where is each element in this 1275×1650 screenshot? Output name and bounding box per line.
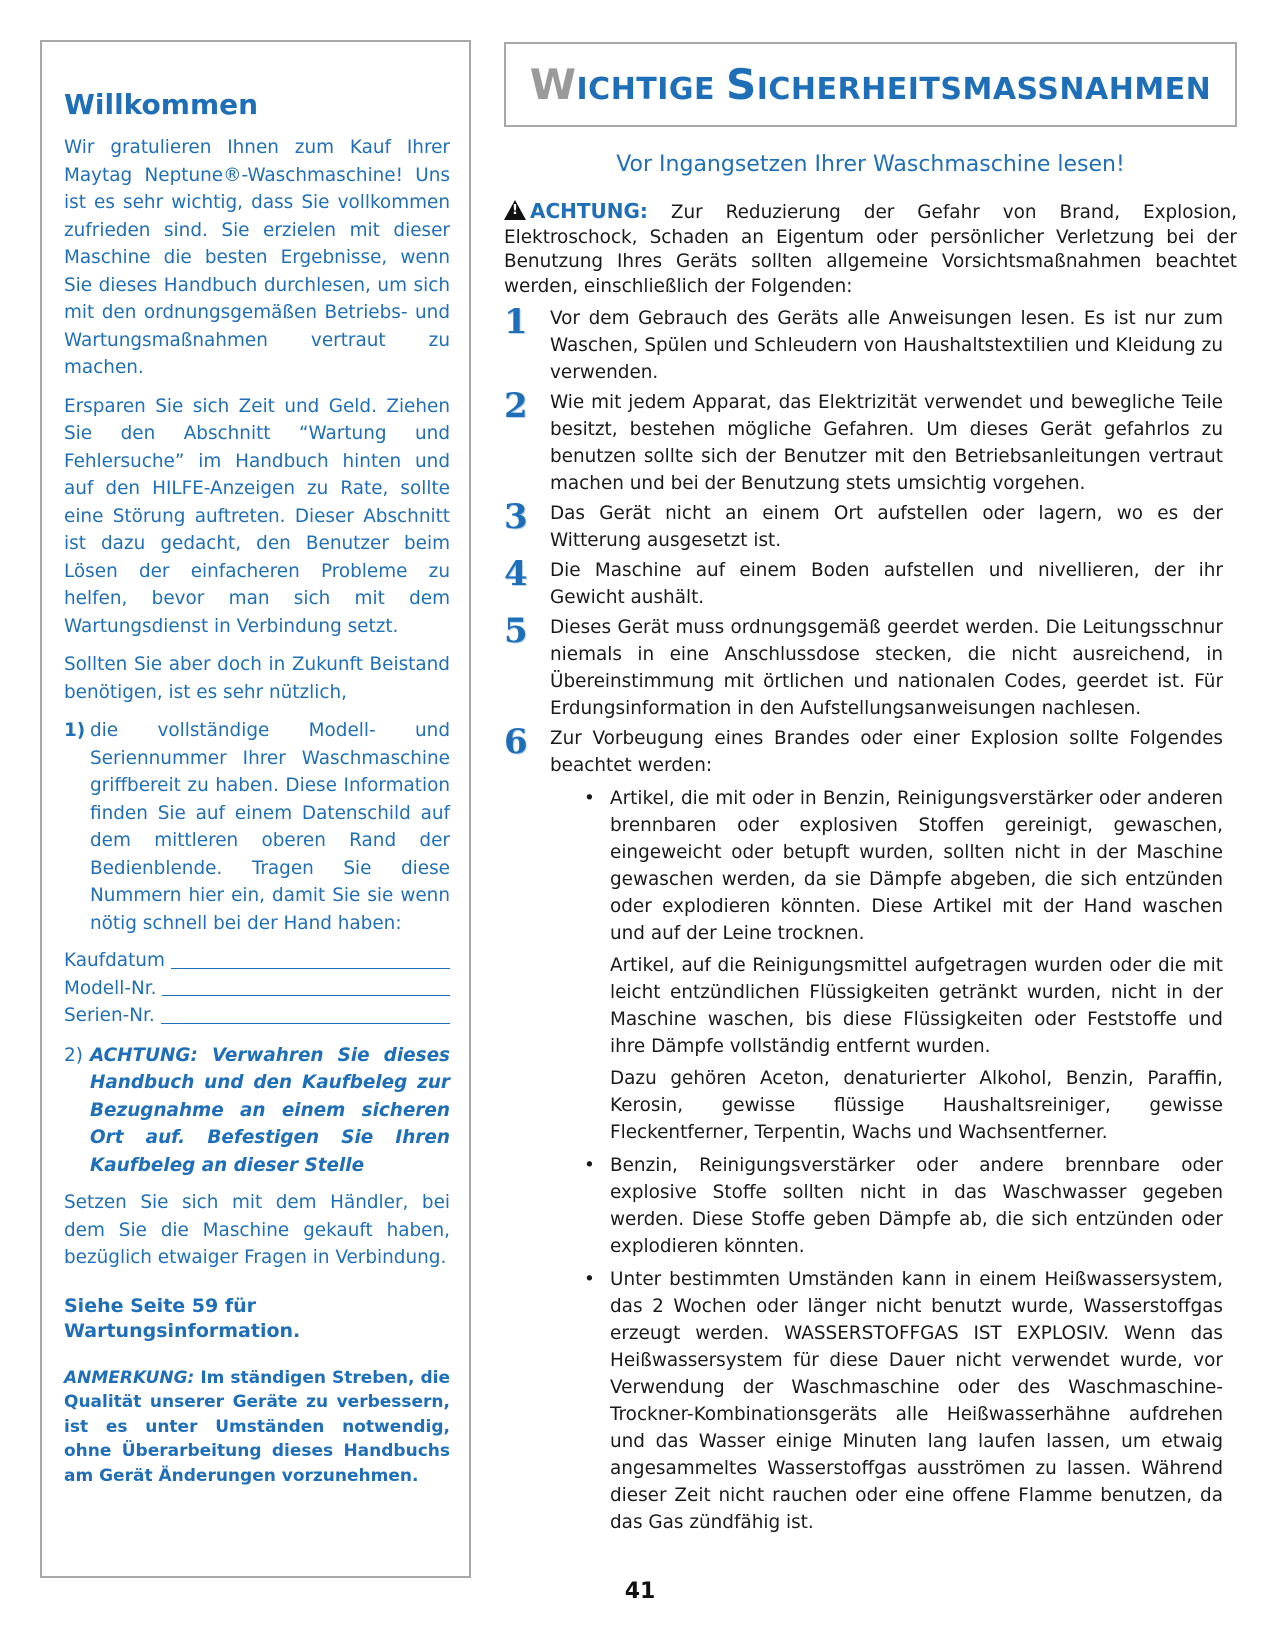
- welcome-paragraph-1: Wir gratulieren Ihnen zum Kauf Ihrer Maytag Neptune®-Waschmaschine! Uns ist es sehr wichtig, dass Sie vollkommen zufrieden sind. Sie erzielen mit dieser Maschine die besten Ergebnisse, wenn Sie dieses Handbuch durchlesen, um sich mit den ordnungsgemäßen Betriebs- und Wartungsmaßnahmen vertraut zu machen.: [64, 137, 450, 378]
- list-item-1: [64, 717, 450, 937]
- bullet-1-text: Artikel, die mit oder in Benzin, Reinigungsverstärker oder anderen brennbaren oder explosiven Stoffen gereinigt, gewaschen, eingeweicht oder betupft wurden, sollten nicht in der Maschine gewaschen werden, da sie Dämpfe abgeben, die sich entzünden oder explodieren könnten. Diese Artikel mit der Hand waschen und auf der Leine trocknen.: [610, 788, 1223, 944]
- step-2: [504, 386, 1237, 497]
- bullet-1-sub-2: Dazu gehören Aceton, denaturierter Alkohol, Benzin, Paraffin, Kerosin, gewisse flüssige Haushaltsreiniger, gewisse Fleckentferner, Terpentin, Wachs und Wachsentferner.: [610, 1068, 1223, 1143]
- step-6-number: 6: [504, 722, 528, 762]
- page-number: 41: [624, 1579, 656, 1604]
- bullet-3-marker: •: [584, 1269, 595, 1290]
- serial-number-label: Serien-Nr.: [64, 1005, 155, 1026]
- see-page-note: Siehe Seite 59 für Wartungsinformation.: [64, 1294, 301, 1342]
- welcome-paragraph-2: Ersparen Sie sich Zeit und Geld. Ziehen Sie den Abschnitt “Wartung und Fehlersuche” im Handbuch hinten und auf den HILFE-Anzeigen zu Rate, sollte eine Störung auftreten. Dieser Abschnitt ist dazu gedacht, den Benutzer beim Lösen der einfacheren Probleme zu helfen, bevor man sich mit dem Wartungsdienst in Verbindung setzt.: [64, 395, 450, 637]
- bullet-list: [550, 785, 1223, 1536]
- step-6: [504, 722, 1237, 1536]
- warning-text: Zur Reduzierung der Gefahr von Brand, Explosion, Elektroschock, Schaden an Eigentum oder persönlicher Verletzung bei der Benutzung Ihres Geräts sollten allgemeine Vorsichtsmaßnahmen beachtet werden, einschließlich der Folgenden:: [504, 202, 1237, 297]
- purchase-date-label: Kaufdatum: [64, 950, 165, 971]
- revision-note-text: Im ständigen Streben, die Qualität unserer Geräte zu verbessern, ist es unter Umständen notwendig, ohne Überarbeitung dieses Handbuchs am Gerät Änderungen vorzunehmen.: [64, 1367, 450, 1486]
- title-box: [504, 42, 1237, 127]
- welcome-heading: Willkommen: [64, 88, 259, 121]
- bullet-item-1: [580, 785, 1223, 1146]
- step-4: [504, 554, 1237, 611]
- list-item-1-number: 1): [64, 720, 86, 741]
- welcome-content: [64, 88, 450, 1499]
- step-4-number: 4: [504, 554, 528, 594]
- step-1-number: 1: [504, 302, 528, 342]
- bullet-1-marker: •: [584, 788, 595, 809]
- revision-note-lead: ANMERKUNG:: [64, 1367, 195, 1388]
- step-1-text: Vor dem Gebrauch des Geräts alle Anweisungen lesen. Es ist nur zum Waschen, Spülen und Schleudern von Haushaltstextilien und Kleidung zu verwenden.: [550, 308, 1223, 383]
- model-number-label: Modell-Nr.: [64, 977, 157, 999]
- welcome-paragraph-4: Setzen Sie sich mit dem Händler, bei dem Sie die Maschine gekauft haben, bezüglich etwaiger Fragen in Verbindung.: [64, 1192, 450, 1268]
- warning-triangle-icon: !: [504, 200, 526, 220]
- step-5-text: Dieses Gerät muss ordnungsgemäß geerdet werden. Die Leitungsschnur niemals in eine Anschlussdose stecken, die nicht ausreichend, in Übereinstimmung mit örtlichen und nationalen Codes, geerdet ist. Für Erdungsinformation in den Aufstellungsanweisungen nachlesen.: [550, 617, 1223, 719]
- bullet-item-3: [580, 1266, 1223, 1536]
- title-part-1: ICHTIGE: [576, 72, 726, 107]
- revision-note: [64, 1366, 450, 1489]
- bullet-2-text: Benzin, Reinigungsverstärker oder andere brennbare oder explosive Stoffe sollten nicht in das Waschwasser gegeben werden. Diese Stoffe geben Dämpfe ab, die sich entzünden oder explodieren könnten.: [610, 1155, 1223, 1257]
- serial-number-line[interactable]: [161, 1005, 450, 1024]
- step-4-text: Die Maschine auf einem Boden aufstellen und nivellieren, der ihr Gewicht aushält.: [550, 560, 1223, 608]
- step-3-number: 3: [504, 497, 528, 537]
- model-number-field[interactable]: [64, 975, 450, 1003]
- bullet-3-text: Unter bestimmten Umständen kann in einem Heißwassersystem, das 2 Wochen oder länger nicht benutzt wurde, Wasserstoffgas erzeugt werden. WASSERSTOFFGAS IST EXPLOSIV. Wenn das Heißwassersystem für diese Dauer nicht verwendet wurde, vor Verwendung der Waschmaschine oder des Waschmaschine-Trockner-Kombinationsgeräts alle Heißwasserhähne aufdrehen und das Wasser einige Minuten lang laufen lassen, um etwaig angesammeltes Wasserstoffgas ausströmen zu lassen. Während dieser Zeit nicht rauchen oder eine offene Flamme benutzen, da das Gas zündfähig ist.: [610, 1269, 1223, 1533]
- step-3: [504, 497, 1237, 554]
- step-1: [504, 302, 1237, 386]
- welcome-paragraph-3: Sollten Sie aber doch in Zukunft Beistand benötigen, ist es sehr nützlich,: [64, 654, 450, 703]
- purchase-date-field[interactable]: [64, 947, 450, 975]
- step-2-text: Wie mit jedem Apparat, das Elektrizität verwendet und bewegliche Teile besitzt, bestehen mögliche Gefahren. Um dieses Gerät gefahrlos zu benutzen sollte sich der Benutzer mit den Betriebsanleitungen vertraut machen und bei der Benutzung stets umsichtig vorgehen.: [550, 392, 1223, 494]
- welcome-panel: [40, 40, 471, 1578]
- list-item-2-text: ACHTUNG: Verwahren Sie dieses Handbuch und den Kaufbeleg zur Bezugnahme an einem sicheren Ort auf. Befestigen Sie Ihren Kaufbeleg an dieser Stelle: [90, 1044, 450, 1176]
- step-3-text: Das Gerät nicht an einem Ort aufstellen oder lagern, wo es der Witterung ausgesetzt ist.: [550, 503, 1223, 551]
- step-6-body: [550, 725, 1237, 1536]
- step-6-text: Zur Vorbeugung eines Brandes oder einer Explosion sollte Folgendes beachtet werden:: [550, 728, 1223, 776]
- safety-subtitle: Vor Ingangsetzen Ihrer Waschmaschine lesen!: [616, 152, 1125, 177]
- step-2-number: 2: [504, 386, 528, 426]
- bullet-1-sub-1: Artikel, auf die Reinigungsmittel aufgetragen wurden oder die mit leicht entzündlichen Flüssigkeiten getränkt wurden, nicht in der Maschine waschen, bis diese Flüssigkeiten oder Feststoffe und ihre Dämpfe vollständig entfernt wurden.: [610, 955, 1223, 1057]
- title-part-2: ICHERHEITSMASSNAHMEN: [756, 72, 1212, 107]
- model-number-line[interactable]: [162, 977, 450, 996]
- step-5: [504, 611, 1237, 722]
- list-item-2: [64, 1042, 450, 1180]
- title-initial-s: S: [726, 60, 757, 109]
- serial-number-field[interactable]: [64, 1002, 450, 1030]
- list-item-2-number: 2): [64, 1044, 83, 1066]
- bullet-2-marker: •: [584, 1155, 595, 1176]
- warning-label: ACHTUNG:: [530, 199, 648, 223]
- bullet-item-2: [580, 1152, 1223, 1260]
- safety-content: [504, 140, 1237, 1539]
- purchase-date-line[interactable]: [171, 950, 450, 969]
- warning-paragraph: [504, 198, 1237, 299]
- bullet-1-body: [610, 785, 1223, 1146]
- step-5-number: 5: [504, 611, 528, 651]
- page-title: [530, 60, 1212, 109]
- list-item-1-text: die vollständige Modell- und Seriennummer Ihrer Waschmaschine griffbereit zu haben. Diese Information finden Sie auf einem Datenschild auf dem mittleren oberen Rand der Bedienblende. Tragen Sie diese Nummern hier ein, damit Sie sie wenn nötig schnell bei der Hand haben:: [90, 720, 450, 934]
- title-initial-w: W: [529, 60, 577, 109]
